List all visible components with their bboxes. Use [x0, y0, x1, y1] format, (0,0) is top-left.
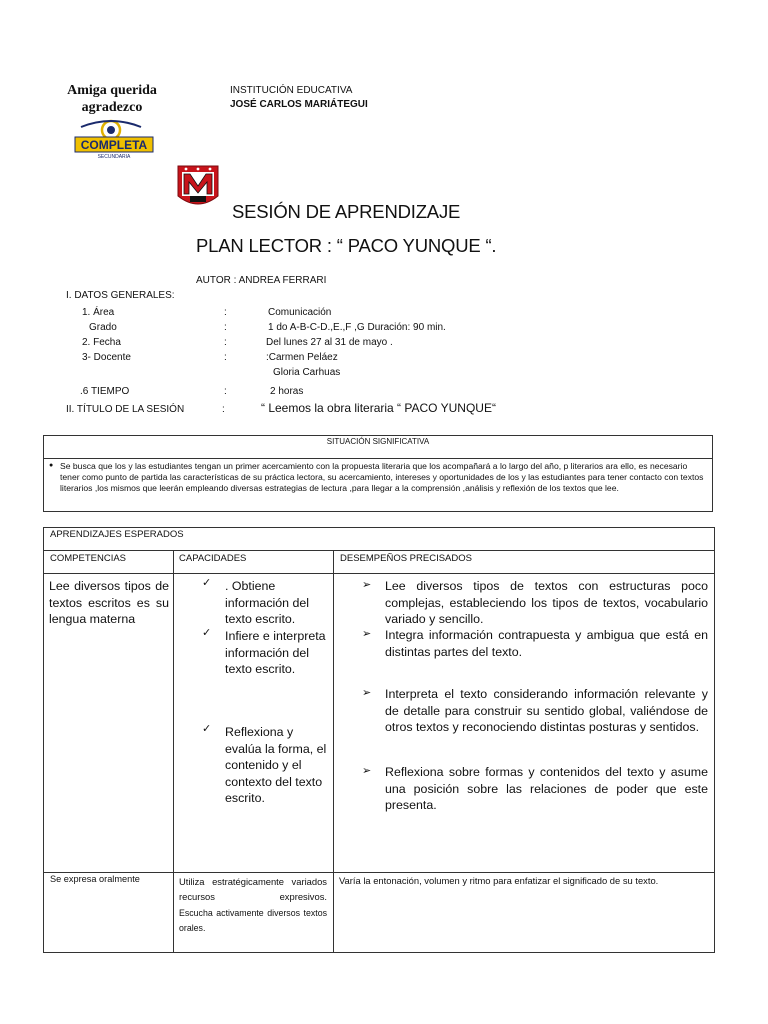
arrow-icon: ➢	[362, 579, 372, 591]
table-line	[44, 872, 714, 873]
table-line	[44, 573, 714, 574]
col-desempenos: DESEMPEÑOS PRECISADOS	[340, 553, 472, 564]
competencia-expresa: Se expresa oralmente	[50, 874, 140, 884]
fecha-colon: :	[224, 337, 227, 348]
titulo-value: “ Leemos la obra literaria “ PACO YUNQUE“	[261, 401, 496, 415]
plan-title: PLAN LECTOR : “ PACO YUNQUE “.	[196, 235, 497, 256]
completa-logo	[71, 117, 157, 159]
bullet-icon: ●	[49, 462, 54, 469]
capacidad-utiliza: Utiliza estratégicamente variados recursos expresivos.	[179, 876, 327, 902]
titulo-colon: :	[222, 404, 225, 415]
competencia-lee: Lee diversos tipos de textos escritos es su lengua materna	[49, 579, 169, 626]
area-value: Comunicación	[268, 307, 332, 318]
desempeno-2: Integra información contrapuesta y ambigua que está en distintas partes del texto.	[385, 628, 708, 659]
titulo-label: II. TÍTULO DE LA SESIÓN	[66, 404, 185, 415]
author: AUTOR : ANDREA FERRARI	[196, 275, 327, 286]
fecha-value: Del lunes 27 al 31 de mayo .	[266, 337, 393, 348]
area-label: 1. Área	[82, 307, 115, 318]
table-line	[333, 550, 334, 952]
table-line	[44, 550, 714, 551]
docente-colon: :	[224, 352, 227, 363]
top-note	[62, 82, 162, 116]
desempeno-expresa: Varía la entonación, volumen y ritmo para enfatizar el significado de su texto.	[339, 875, 659, 886]
capacidad-obtiene: . Obtiene información del texto escrito.	[225, 579, 310, 626]
institution	[230, 84, 368, 112]
arrow-icon: ➢	[362, 628, 372, 640]
desempeno-3: Interpreta el texto considerando información relevante y de detalle para construir su sentido global, valiéndose de otros textos y reconociendo distintas posturas y sentidos.	[385, 687, 708, 734]
col-capacidades: CAPACIDADES	[179, 553, 247, 564]
desempeno-4: Reflexiona sobre formas y contenidos del texto y asume una posición sobre las relaciones de poder que este presenta.	[385, 765, 708, 812]
school-crest-logo	[176, 162, 220, 212]
tiempo-label: .6 TIEMPO	[80, 386, 130, 397]
tiempo-colon: :	[224, 386, 227, 397]
grado-label: Grado	[89, 322, 117, 333]
situacion-heading: SITUACIÓN SIGNIFICATIVA	[326, 437, 430, 446]
table-caption: APRENDIZAJES ESPERADOS	[50, 529, 184, 540]
check-icon: ✓	[202, 723, 212, 735]
session-title: SESIÓN DE APRENDIZAJE	[232, 201, 461, 222]
arrow-icon: ➢	[362, 765, 372, 777]
fecha-label: 2. Fecha	[82, 337, 121, 348]
docente-value-2: Gloria Carhuas	[273, 367, 341, 378]
grado-colon: :	[224, 322, 227, 333]
capacidad-escucha: Escucha activamente diversos textos orales.	[179, 908, 327, 933]
capacidad-reflexiona: Reflexiona y evalúa la forma, el contenido y el contexto del texto escrito.	[225, 725, 327, 805]
logo-subtext: SECUNDARIA	[97, 154, 131, 159]
top-note-line2: agradezco	[81, 100, 143, 115]
col-competencias: COMPETENCIAS	[50, 553, 127, 564]
capacidad-infiere: Infiere e interpreta información del texto escrito.	[225, 629, 326, 676]
desempeno-1: Lee diversos tipos de textos con estructuras poco complejas, estableciendo los tipos de textos, vocabulario variado y sencillo.	[385, 579, 708, 626]
arrow-icon: ➢	[362, 687, 372, 699]
area-colon: :	[224, 307, 227, 318]
logo-text: COMPLETA	[80, 138, 148, 152]
situacion-box	[43, 435, 713, 512]
datos-heading: I. DATOS GENERALES:	[66, 290, 175, 301]
situacion-text: Se busca que los y las estudiantes tengan un primer acercamiento con la propuesta literaria que los acompañará a lo largo del año, p literarios ara ello, es necesario tener como punto de partida las características de su práctica lectora, su acercamiento, intereses y oportunidades de los y las estudiantes para tener contacto con textos literarios ,los mismos que leerán empleando diversas estrategias de lectura ,para llegar a la comprensión ,análisis y reflexión de los textos que lee.	[60, 461, 704, 494]
check-icon: ✓	[202, 577, 212, 589]
tiempo-value: 2 horas	[270, 386, 304, 397]
situacion-divider	[44, 458, 712, 459]
docente-value-1: :Carmen Peláez	[266, 352, 338, 363]
grado-value: 1 do A-B-C-D.,E.,F ,G Duración: 90 min.	[268, 322, 446, 333]
table-line	[173, 550, 174, 952]
institution-line2: JOSÉ CARLOS MARIÁTEGUI	[230, 99, 368, 110]
check-icon: ✓	[202, 627, 212, 639]
aprendizajes-table	[43, 527, 715, 953]
docente-label: 3- Docente	[82, 352, 131, 363]
top-note-line1: Amiga querida	[67, 83, 157, 98]
institution-line1: INSTITUCIÓN EDUCATIVA	[230, 85, 353, 96]
